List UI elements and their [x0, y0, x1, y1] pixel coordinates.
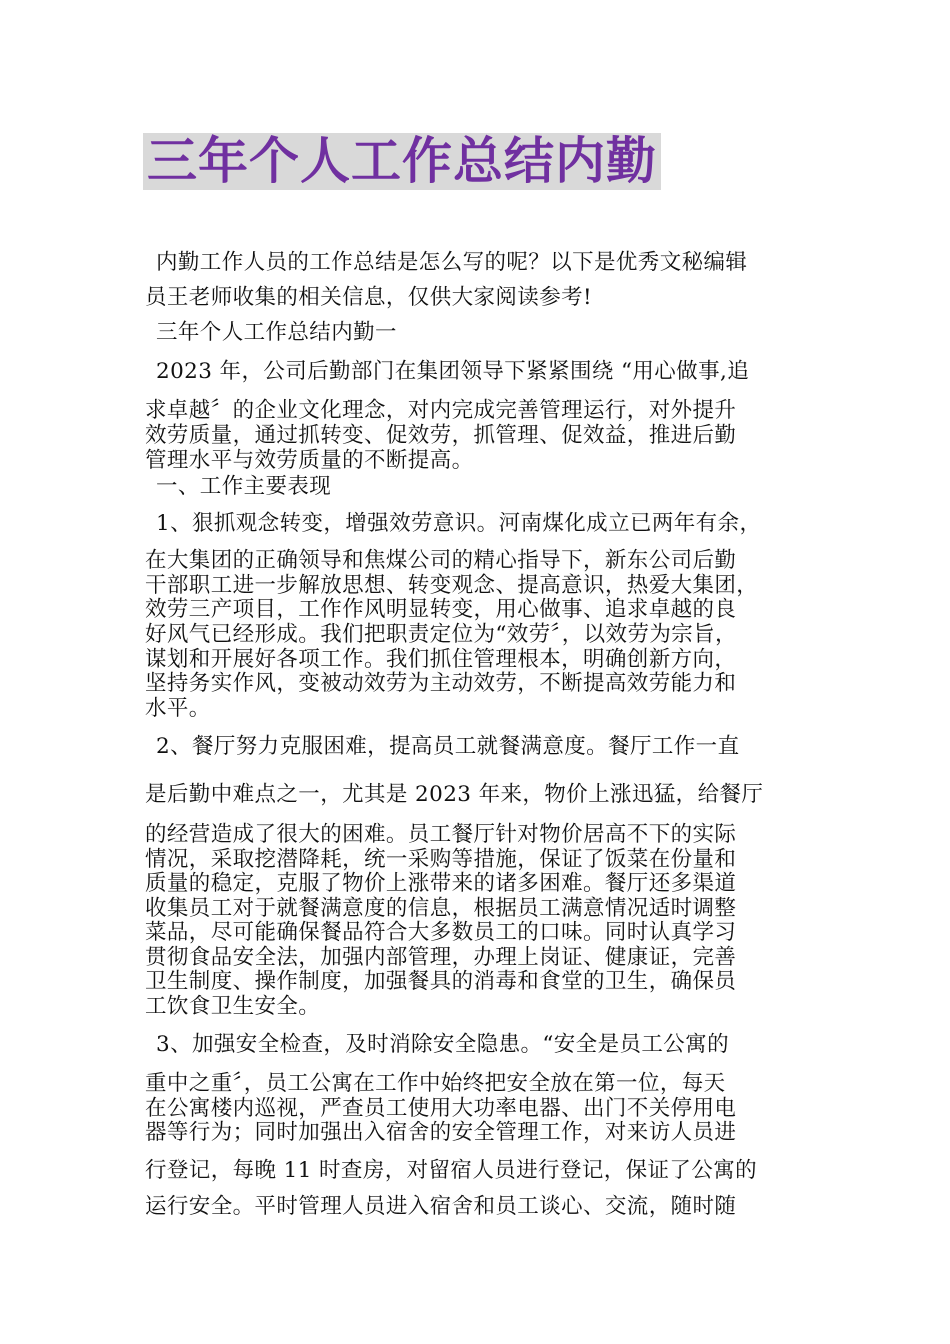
paragraph-line: 求卓越〞的企业文化理念，对内完成完善管理运行，对外提升	[145, 398, 737, 423]
section-heading: 三年个人工作总结内勤一	[156, 320, 397, 345]
paragraph-line: 1、狠抓观念转变，增强效劳意识。河南煤化成立已两年有余，	[156, 511, 762, 536]
paragraph-line: 好风气已经形成。我们把职责定位为“效劳〞，以效劳为宗旨，	[145, 622, 737, 647]
paragraph-line: 运行安全。平时管理人员进入宿舍和员工谈心、交流，随时随	[145, 1194, 737, 1219]
paragraph-line: 器等行为；同时加强出入宿舍的安全管理工作，对来访人员进	[145, 1120, 737, 1145]
paragraph-line: 坚持务实作风，变被动效劳为主动效劳，不断提高效劳能力和	[145, 671, 737, 696]
paragraph-line: 收集员工对于就餐满意度的信息，根据员工满意情况适时调整	[145, 896, 737, 921]
paragraph-line: 行登记，每晚 11 时查房，对留宿人员进行登记，保证了公寓的	[145, 1158, 758, 1183]
section-heading: 一、工作主要表现	[156, 474, 332, 499]
paragraph-line: 干部职工进一步解放思想、转变观念、提高意识，热爱大集团，	[145, 573, 759, 598]
paragraph-line: 卫生制度、操作制度，加强餐具的消毒和食堂的卫生，确保员	[145, 969, 737, 994]
paragraph-line: 工饮食卫生安全。	[145, 994, 321, 1019]
paragraph-line: 内勤工作人员的工作总结是怎么写的呢？以下是优秀文秘编辑	[156, 250, 748, 275]
paragraph-line: 情况，采取挖潜降耗，统一采购等措施，保证了饭菜在份量和	[145, 847, 737, 872]
paragraph-line: 2023 年，公司后勤部门在集团领导下紧紧围绕 “用心做事,追	[156, 359, 750, 384]
paragraph-line: 贯彻食品安全法，加强内部管理，办理上岗证、健康证，完善	[145, 945, 737, 970]
paragraph-line: 2、餐厅努力克服困难，提高员工就餐满意度。餐厅工作一直	[156, 734, 740, 759]
paragraph-line: 菜品，尽可能确保餐品符合大多数员工的口味。同时认真学习	[145, 920, 737, 945]
paragraph-line: 效劳三产项目，工作作风明显转变，用心做事、追求卓越的良	[145, 597, 737, 622]
paragraph-line: 管理水平与效劳质量的不断提高。	[145, 448, 474, 473]
paragraph-line: 在大集团的正确领导和焦煤公司的精心指导下，新东公司后勤	[145, 548, 737, 573]
paragraph-line: 的经营造成了很大的困难。员工餐厅针对物价居高不下的实际	[145, 822, 737, 847]
paragraph-line: 3、加强安全检查，及时消除安全隐患。“安全是员工公寓的	[156, 1032, 729, 1057]
paragraph-line: 员王老师收集的相关信息，仅供大家阅读参考!	[145, 285, 593, 310]
paragraph-line: 水平。	[145, 696, 211, 721]
paragraph-line: 谋划和开展好各项工作。我们抓住管理根本，明确创新方向，	[145, 647, 737, 672]
paragraph-line: 在公寓楼内巡视，严查员工使用大功率电器、出门不关停用电	[145, 1096, 737, 1121]
document-title: 三年个人工作总结内勤	[143, 133, 661, 190]
paragraph-line: 是后勤中难点之一，尤其是 2023 年来，物价上涨迅猛，给餐厅	[145, 782, 764, 807]
paragraph-line: 重中之重〞，员工公寓在工作中始终把安全放在第一位，每天	[145, 1071, 726, 1096]
paragraph-line: 质量的稳定，克服了物价上涨带来的诸多困难。餐厅还多渠道	[145, 871, 737, 896]
paragraph-line: 效劳质量，通过抓转变、促效劳，抓管理、促效益，推进后勤	[145, 423, 737, 448]
